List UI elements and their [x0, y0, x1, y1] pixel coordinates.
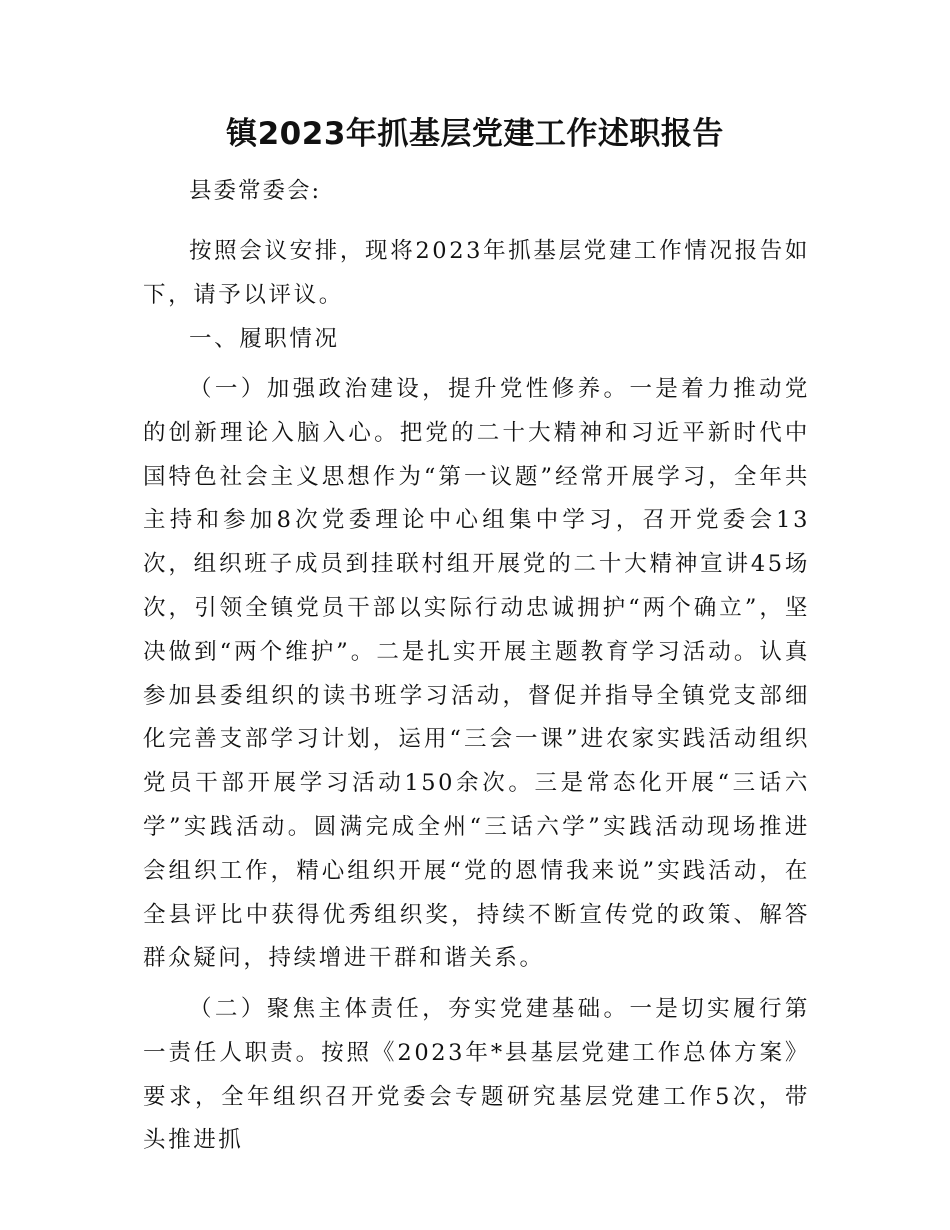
- section-heading: 一、履职情况: [189, 326, 340, 352]
- report-paragraph-2: [143, 988, 810, 1163]
- paragraph: （二）聚焦主体责任，夯实党建基础。一是切实履行第一责任人职责。按照《2023年*县基层党建工作总体方案》要求，全年组织召开党委会专题研究基层党建工作5次，带头推进抓: [143, 996, 810, 1154]
- paragraph: （一）加强政治建设，提升党性修养。一是着力推动党的创新理论入脑入心。把党的二十大精神和习近平新时代中国特色社会主义思想作为“第一议题”经常开展学习，全年共主持和参加8次党委理论中心组集中学习，召开党委会13次，组织班子成员到挂联村组开展党的二十大精神宣讲45场次，引领全镇党员干部以实际行动忠诚拥护“两个确立”，坚决做到“两个维护”。二是扎实开展主题教育学习活动。认真参加县委组织的读书班学习活动，督促并指导全镇党支部细化完善支部学习计划，运用“三会一课”进农家实践活动组织党员干部开展学习活动150余次。三是常态化开展“三话六学”实践活动。圆满完成全州“三话六学”实践活动现场推进会组织工作，精心组织开展“党的恩情我来说”实践活动，在全县评比中获得优秀组织奖，持续不断宣传党的政策、解答群众疑问，持续增进干群和谐关系。: [143, 376, 810, 972]
- report-paragraph-1: [143, 368, 810, 981]
- salutation: 县委常委会:: [189, 178, 322, 204]
- paragraph: 按照会议安排，现将2023年抓基层党建工作情况报告如下，请予以评议。: [143, 238, 810, 308]
- report-paragraph-intro: [143, 230, 810, 318]
- document-title: 镇2023年抓基层党建工作述职报告: [226, 116, 724, 152]
- section-heading-1: [143, 318, 810, 362]
